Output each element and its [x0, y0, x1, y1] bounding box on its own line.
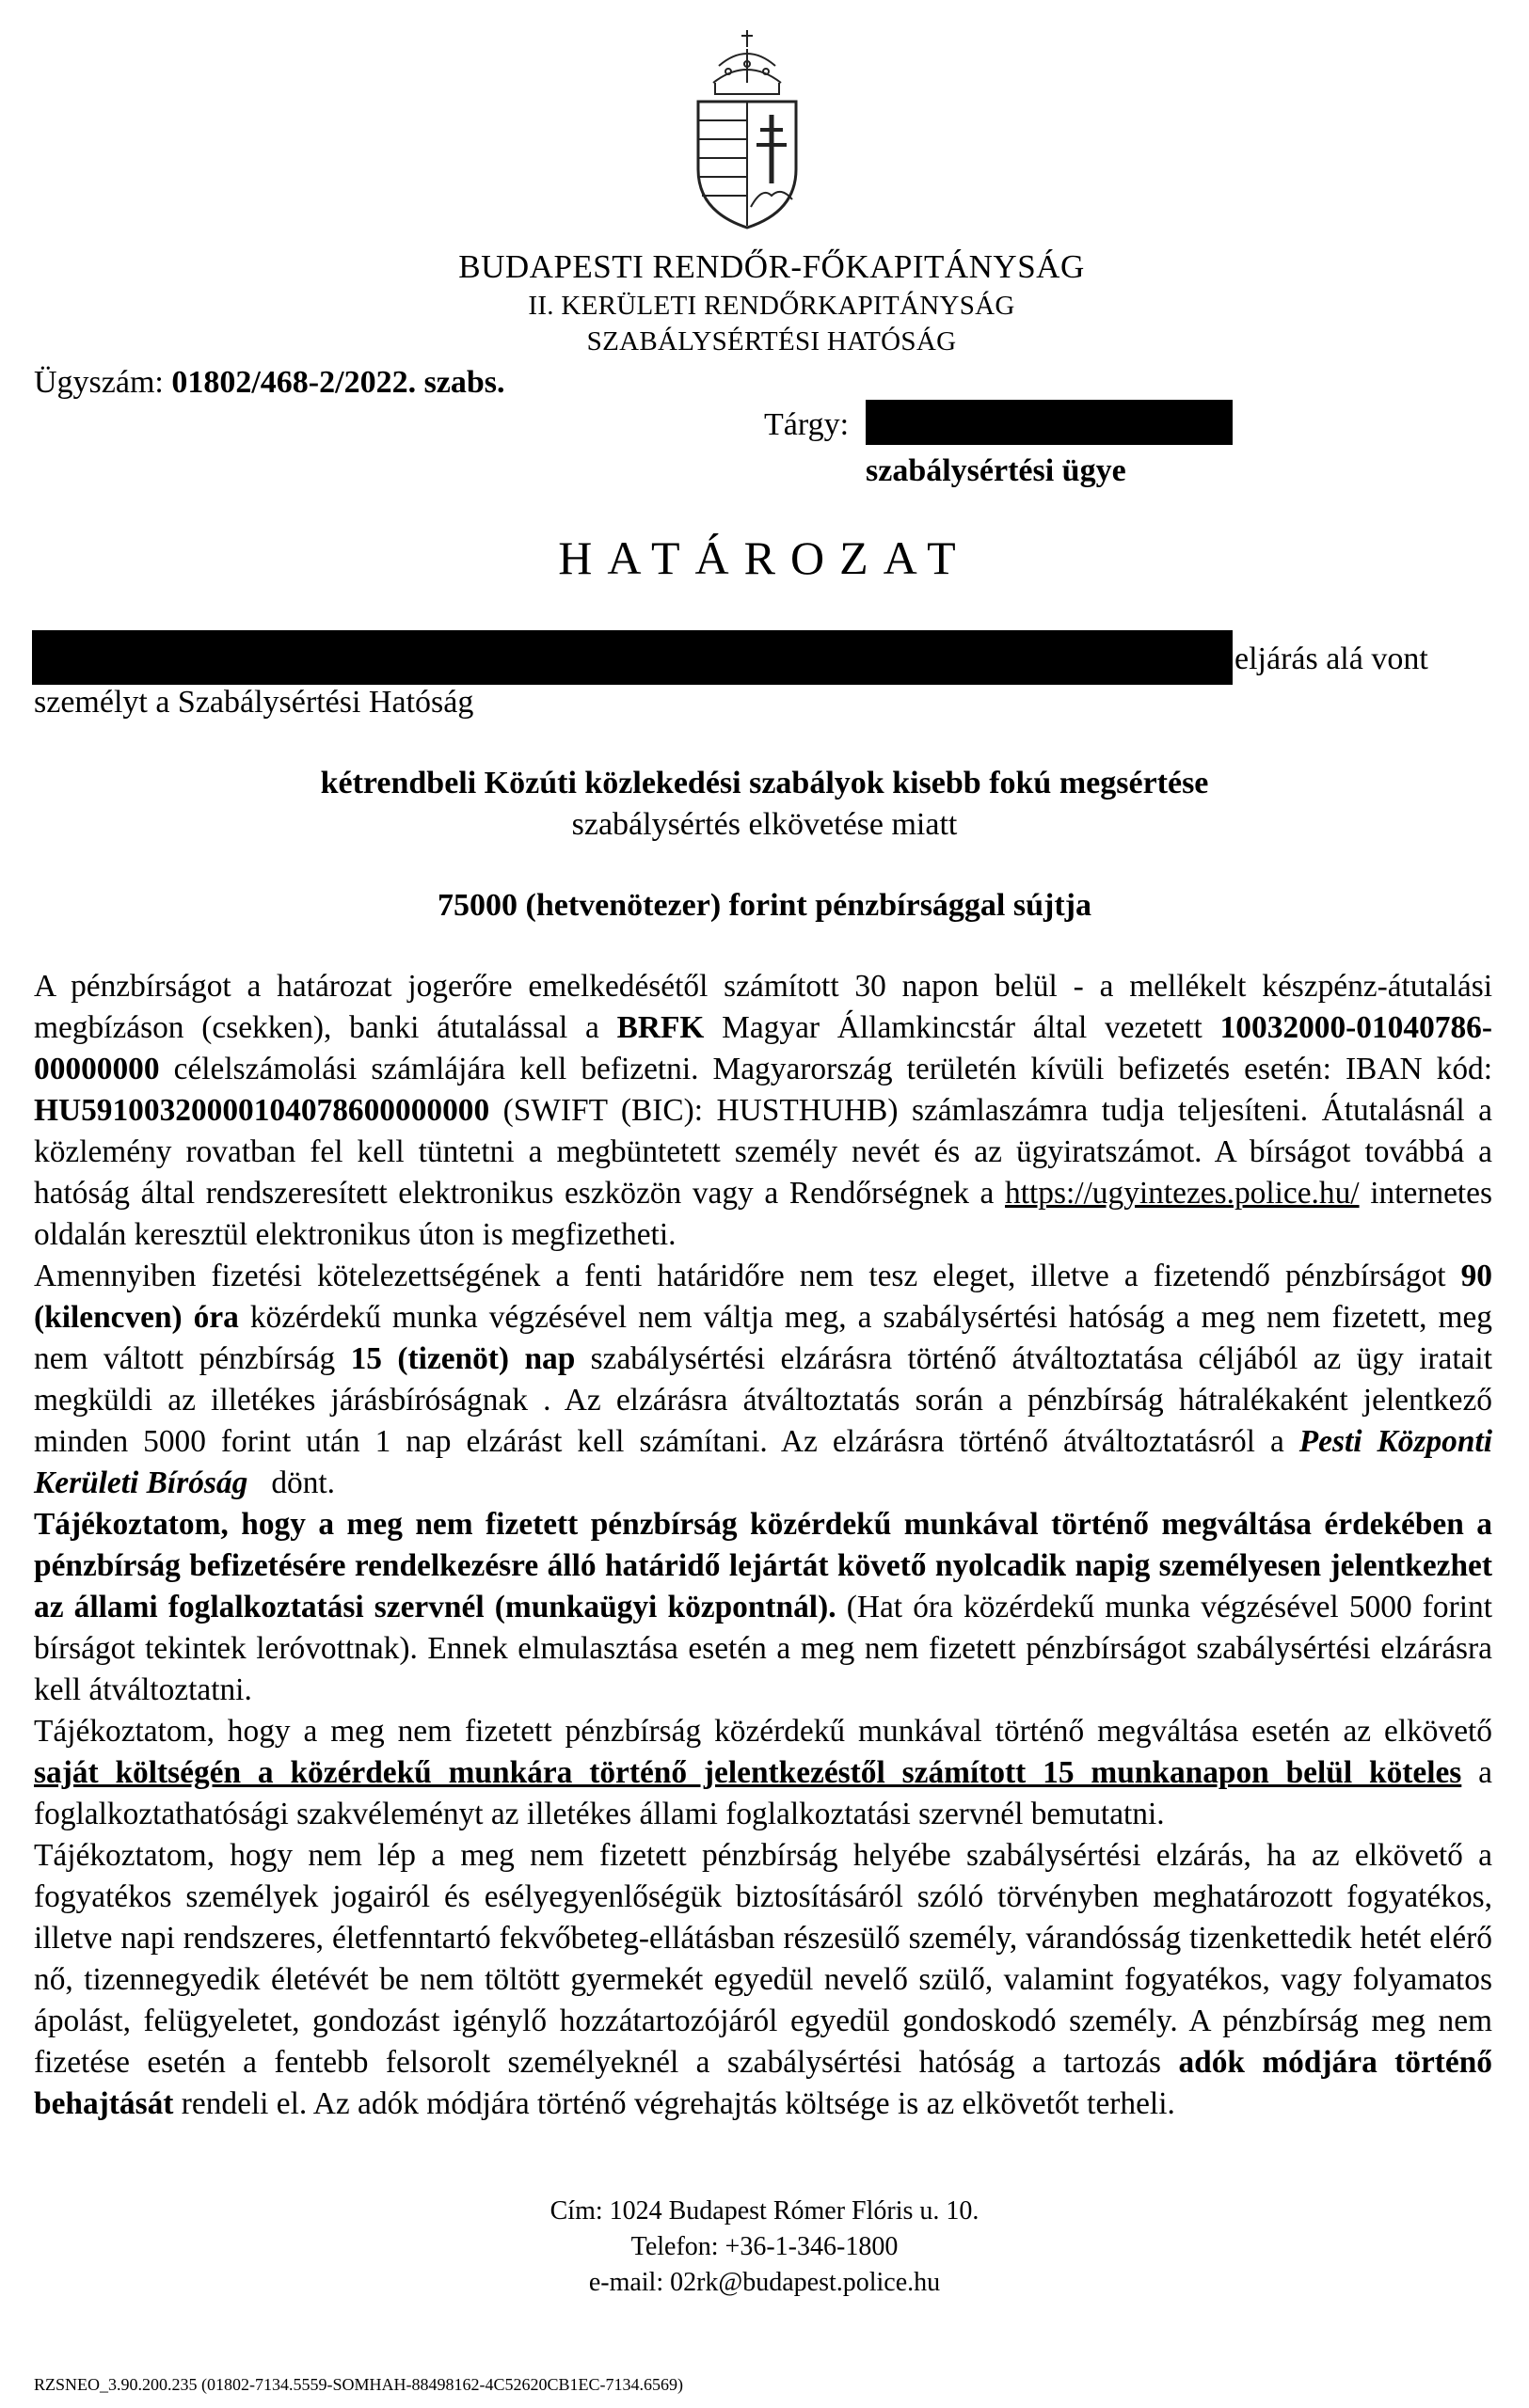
- text-run: Tájékoztatom, hogy nem lép a meg nem fizetett pénzbírság helyébe szabálysértési elzárás, ha az elkövető a fogyatékos személyek jogairól és esélyegyenlőségük biztosításáról szóló törvényben meghatározott fogyatékos, illetve napi rendszeres, életfenntartó fekvőbeteg-ellátásban részesülő személy, várandósság tizenkettedik hetét elérő nő, tizennegyedik életévét be nem töltött gyermekét egyedül nevelő szülő, valamint fogyatékos, vagy folyamatos ápolást, felügyeletet, gondozást igénylő hozzátartozójáról egyedül gondoskodó személy. A pénzbírság meg nem fizetése esetén a fentebb felsorolt személyeknél a szabálysértési hatóság a tartozás: [34, 1838, 1492, 2080]
- text-run: internetes oldalán keresztül elektronikus úton is megfizetheti.: [34, 1176, 1492, 1252]
- text-bold: 90 (kilencven) óra: [34, 1259, 1492, 1335]
- paragraph-community-work: [34, 1504, 1492, 1711]
- text-bold: BRFK: [616, 1010, 705, 1045]
- text-bold-underlined: saját költségén a közérdekű munkára történő jelentkezéstől számított 15 munkanapon belül köteles: [34, 1755, 1462, 1790]
- text-run: A pénzbírságot a határozat jogerőre emelkedésétől számított 30 napon belül - a mellékelt készpénz-átutalási megbízáson (csekken), banki átutalással a: [34, 969, 1492, 1045]
- paragraph-conversion: [34, 1256, 1492, 1504]
- text-run: Tájékoztatom, hogy a meg nem fizetett pénzbírság közérdekű munkával történő megváltása esetén az elkövető: [34, 1714, 1492, 1749]
- iban-number: HU59100320000104078600000000: [34, 1093, 490, 1128]
- person-line: személyt a Szabálysértési Hatóság: [34, 685, 474, 720]
- authority-line-2: II. KERÜLETI RENDŐRKAPITÁNYSÁG: [528, 291, 1015, 321]
- proceeding-label: eljárás alá vont: [1234, 642, 1428, 676]
- text-run: a foglalkoztathatósági szakvéleményt az illetékes állami foglalkoztatási szervnél bemutatni.: [34, 1755, 1492, 1831]
- authority-line-3: SZABÁLYSÉRTÉSI HATÓSÁG: [586, 326, 957, 356]
- paragraph-medical-opinion: [34, 1711, 1492, 1835]
- offense-description: kétrendbeli Közúti közlekedési szabályok kisebb fokú megsértése: [320, 766, 1209, 800]
- offense-suffix: szabálysértés elkövetése miatt: [571, 807, 958, 842]
- footer-phone: Telefon: +36-1-346-1800: [630, 2232, 899, 2261]
- text-run: közérdekű munka végzésével nem váltja meg, a szabálysértési hatóság a meg nem fizetett, meg nem váltott pénzbírság: [34, 1300, 1492, 1376]
- text-run: célelszámolási számlájára kell befizetni. Magyarország területén kívüli befizetés esetén: IBAN kód:: [159, 1052, 1492, 1086]
- text-run: szabálysértési elzárásra történő átváltoztatása céljából az ügy iratait megküldi az illetékes járásbíróságnak . Az elzárásra átváltoztatás során a pénzbírság hátralékaként jelentkező minden 5000 forint után 1 nap elzárást kell számítani. Az elzárásra történő átváltoztatásról a: [34, 1341, 1492, 1459]
- text-run: rendeli el. Az adók módjára történő végrehajtás költsége is az elkövetőt terheli.: [173, 2086, 1175, 2121]
- authority-header: [376, 246, 1167, 359]
- text-bold: 15 (tizenöt) nap: [350, 1341, 576, 1376]
- case-number-value: 01802/468-2/2022. szabs.: [171, 365, 505, 400]
- name-redaction: [32, 630, 1233, 685]
- case-number-label: Ügyszám:: [34, 365, 172, 400]
- authority-line-1: BUDAPESTI RENDŐR-FŐKAPITÁNYSÁG: [458, 248, 1085, 285]
- paragraph-exemptions: [34, 1835, 1492, 2125]
- case-number: [34, 365, 505, 401]
- text-run: Amennyiben fizetési kötelezettségének a fenti határidőre nem tesz eleget, illetve a fizetendő pénzbírságot: [34, 1259, 1461, 1293]
- police-portal-link[interactable]: https://ugyintezes.police.hu/: [1005, 1176, 1360, 1211]
- paragraph-payment: [34, 966, 1492, 1256]
- text-bold: adók módjára történő behajtását: [34, 2045, 1492, 2121]
- reference-code: RZSNEO_3.90.200.235 (01802-7134.5559-SOMHAH-88498162-4C52620CB1EC-7134.6569): [34, 2375, 683, 2394]
- coat-of-arms-icon: [681, 28, 813, 230]
- contact-footer: [0, 2194, 1529, 2301]
- text-run: (SWIFT (BIC): HUSTHUHB) számlaszámra tudja teljesíteni. Átutalásnál a közlemény rovatban fel kell tüntetni a megbüntetett személy nevét és az ügyiratszámot. A bírságot továbbá a hatóság által rendszeresített elektronikus eszközön vagy a Rendőrségnek a: [34, 1093, 1492, 1211]
- text-run: (Hat óra közérdekű munka végzésével 5000 forint bírságot tekintek leróvottnak). Ennek elmulasztása esetén a meg nem fizetett pénzbírságot szabálysértési elzárásra kell átváltoztatni.: [34, 1590, 1492, 1707]
- document-title: HATÁROZAT: [558, 531, 971, 584]
- text-run: dönt.: [247, 1465, 336, 1500]
- subject-tail: szabálysértési ügye: [866, 453, 1126, 488]
- text-bold: Tájékoztatom, hogy a meg nem fizetett pénzbírság közérdekű munkával történő megváltása érdekében a pénzbírság befizetésére rendelkezésre álló határidő lejártát követő nyolcadik napig személyesen jelentkezhet az állami foglalkoztatási szervnél (munkaügyi központnál).: [34, 1507, 1492, 1624]
- fine-statement: 75000 (hetvenötezer) forint pénzbírsággal sújtja: [438, 888, 1091, 923]
- subject-redaction: [866, 400, 1233, 445]
- account-number: 10032000-01040786-00000000: [34, 1010, 1492, 1086]
- footer-email: e-mail: 02rk@budapest.police.hu: [588, 2268, 941, 2297]
- court-name: Pesti Központi Kerületi Bíróság: [34, 1424, 1492, 1500]
- decision-body: [34, 966, 1492, 2125]
- footer-address: Cím: 1024 Budapest Rómer Flóris u. 10.: [549, 2196, 980, 2226]
- text-run: Magyar Államkincstár által vezetett: [704, 1010, 1220, 1045]
- subject-label: Tárgy:: [764, 407, 850, 442]
